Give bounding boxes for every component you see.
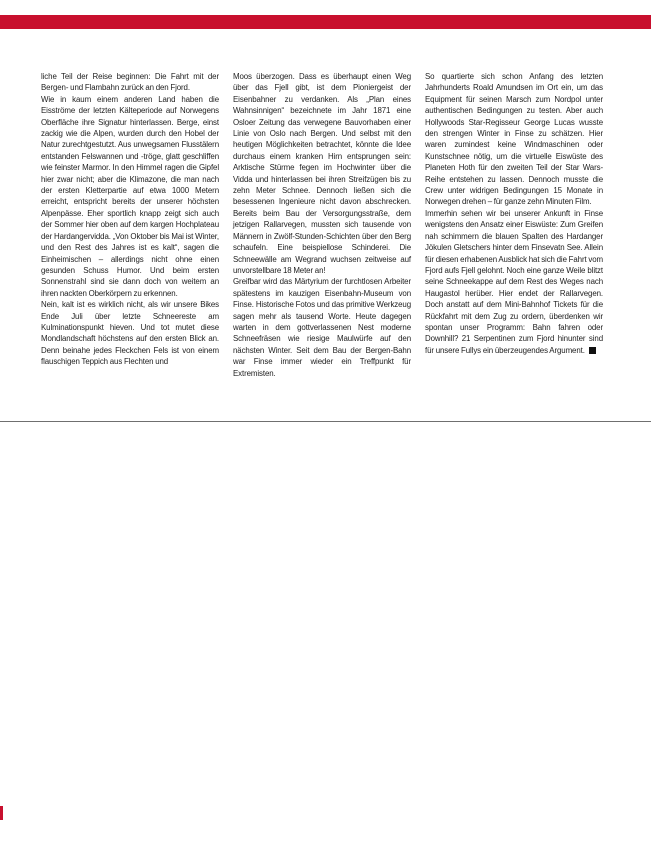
page-edge-mark: [0, 806, 3, 820]
top-color-band: [0, 15, 651, 29]
end-of-article-mark: [589, 347, 596, 354]
horizontal-rule: [0, 421, 651, 422]
paragraph-last: [425, 208, 603, 356]
paragraph: So quartierte sich schon Anfang des letzten Jahrhunderts Roald Amundsen im Ort ein, um das Equipment für seinen Marsch zum Nordpol unter authentischen Bedingungen zu testen. Aber auch Hollywoods Star-Regisseur George Lucas wusste den strengen Winter in Finse zu schätzen. Hier waren zumindest keine Windmaschinen oder Kunstschnee nötig, um die virtuelle Eiswüste des Planeten Hoth für den zweiten Teil der Star Wars-Reihe entstehen zu lassen. Dennoch musste die Crew unter widrigen Bedingungen 15 Monate in Norwegen drehen – für ganze zehn Minuten Film.: [425, 72, 603, 207]
paragraph: liche Teil der Reise beginnen: Die Fahrt mit der Bergen- und Flambahn zurück an den Fjord.: [41, 72, 219, 93]
article-body: [41, 71, 603, 411]
article-column-3: [425, 71, 603, 356]
paragraph: Wie in kaum einem anderen Land haben die Eisströme der letzten Kälteperiode auf Norwegens Oberfläche ihre Signatur hinterlassen. Berge, einst zackig wie die Alpen, wurden durch den Hobel der Natur zurechtgestutzt. Aus unwegsamen Flusstälern entstanden Felswannen und -tröge, glatt geschliffen wie feinster Marmor. In den Himmel ragen die Gipfel hier zwar nicht; aber die Klimazone, die man nach der ersten Kletterpartie auf etwa 1000 Metern erreicht, entspricht bereits der unserer höchsten Alpenpässe. Eher sportlich knapp zeigt sich auch der Sommer hier oben auf dem kargen Hochplateau der Hardangervidda. „Von Oktober bis Mai ist Winter, und den Rest des Jahres ist es kalt“, sagen die Einheimischen – allerdings nicht ohne einen gesunden Schuss Humor. Und beim ersten Sonnenstrahl sind sie dann doch von weitem an ihren nackten Oberkörpern zu erkennen.: [41, 94, 219, 298]
paragraph: Greifbar wird das Märtyrium der furchtlosen Arbeiter spätestens im kauzigen Eisenbahn-Museum von Finse. Historische Fotos und das primitive Werkzeug sagen mehr als tausend Worte. Heute dagegen warten in dem gottverlassenen Nest moderne Schneefräsen wie riesige Maulwürfe auf den nächsten Winter. Seit dem Bau der Bergen-Bahn war Finse immer wieder ein Treffpunkt für Extremisten.: [233, 277, 411, 378]
paragraph-last-text: Immerhin sehen wir bei unserer Ankunft in Finse wenigstens den Ansatz einer Eiswüste: Zum Greifen nah schimmern die blauen Spalten des Hardanger Jökulen Gletschers hinter dem Finsevatn See. Allein für diesen erhabenen Ausblick hat sich die Fahrt vom Fjord aufs Fjell gelohnt. Noch eine ganze Weile blitzt seine Schneekappe auf dem Rest des Weges nach Haugastol herüber. Hier endet der Rallarvegen. Doch anstatt auf dem Mini-Bahnhof Tickets für die Rückfahrt mit dem Zug zu ordern, überdenken wir spontan unser Programm: Bahn fahren oder Downhill? 21 Serpentinen zum Fjord hinunter sind für unsere Fullys ein überzeugendes Argument.: [425, 208, 603, 355]
paragraph: Nein, kalt ist es wirklich nicht, als wir unsere Bikes Ende Juli über letzte Schneereste am Kulminationspunkt hieven. Und tot mutet diese Mondlandschaft höchstens auf den ersten Blick an. Denn beinahe jedes Fleckchen Fels ist von einem flauschigen Teppich aus Flechten und: [41, 300, 219, 367]
article-column-2: [233, 71, 411, 379]
article-column-1: [41, 71, 219, 368]
paragraph: Moos überzogen. Dass es überhaupt einen Weg über das Fjell gibt, ist dem Pioniergeist der Eisenbahner zu verdanken. Als „Plan eines Wahnsinnigen“ bezeichnete im Jahr 1871 eine Osloer Zeitung das verwegene Bauvorhaben einer Linie von Oslo nach Bergen. Und selbst mit den heutigen Möglichkeiten betrachtet, könnte die Idee durchaus einem kranken Hirn entsprungen sein: Arktische Stürme fegen im Hochwinter über die Vidda und hinterlassen bei ihren Streifzügen bis zu zehn Meter Schnee. Dennoch ließen sich die besessenen Ingenieure nicht davon abschrecken. Bereits beim Bau der Versorgungsstraße, dem jetzigen Rallarvegen, mussten sich tausende von Männern in Zwölf-Stunden-Schichten über den Berg schaufeln. Eine beispiellose Schinderei. Die Schneewälle am Wegrand wuchsen zeitweise auf unvorstellbare 18 Meter an!: [233, 72, 411, 275]
